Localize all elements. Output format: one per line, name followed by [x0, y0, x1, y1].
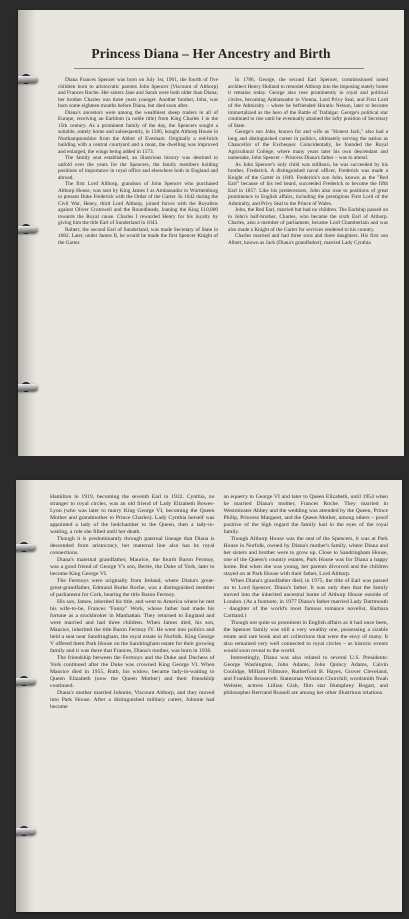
paragraph: Diana's maternal grandfather, Maurice, the fourth Baron Fermoy, was a good friend of George V's son, Bertie, the Duke of York, later to become King George VI. — [50, 557, 215, 577]
paragraph: an equerry to George VI and later to Queen Elizabeth, until 1954 when he married Diana's mother, Frances Roche. They married in Westminster Abbey and the wedding was attended by the Queen, Prince Philip, Princess Margaret, and the Queen Mother, among others – proof positive of the high regard the family had in the eyes of the royal family. — [223, 494, 388, 535]
paragraph: The friendship between the Fermoys and the Duke and Duchess of York continued after the Duke was crowned King George VI. When Maurice died in 1955, Ruth, his widow, became lady-in-waiting to Queen Elizabeth (now the Queen Mother) and their friendship continued. — [50, 655, 215, 689]
paragraph: Though it is predominantly through paternal lineage that Diana is descended from aristocracy, her maternal line also has its royal connections. — [50, 536, 215, 556]
binder-ring — [18, 226, 38, 233]
paragraph: Hamilton in 1919, becoming the seventh Earl in 1922. Cynthia, no stranger to royal circles, was an old friend of Lady Elizabeth Bowes-Lyon (who was later to marry King George VI, becoming the Queen Mother and grandmother to Prince Charles). Lady Cynthia herself was appointed a lady of the bedchamber to the Queen, then a lady-in-waiting, a role she filled until her death. — [50, 494, 215, 535]
paragraph: Diana Frances Spencer was born on July 1st, 1961, the fourth of five children born to aristocratic parents John Spencer (Viscount of Althorp) and Frances Roche. Her sisters Jane and Sarah were both older than Diana; her brother Charles was three years younger. Another brother, John, was born some eighteen months before Diana, but died soon after. — [58, 77, 218, 109]
column-left — [50, 494, 215, 711]
title-underline — [74, 68, 364, 69]
paragraph: Robert, the second Earl of Sunderland, was made Secretary of State in 1682. Later, under James II, he would be made the first Spencer Knight of the Garter. — [58, 226, 218, 246]
text-columns — [16, 480, 402, 711]
paragraph: The first Lord Althorp, grandson of John Spencer who purchased Althorp House, was sent by King James I as Ambassador to Wurttemburg to present Duke Frederick with the Order of the Garter. In 1642 during the Civil War, Henry, third Lord Althorp, joined forces with the Royalists against Oliver Cromwell and the Roundheads, loaning the King £10,000 towards the Royal cause. Charles I rewarded Henry for his loyalty by giving him the title Earl of Sunderland in 1643. — [58, 181, 218, 226]
paragraph: John, the Red Earl, married but had no children. The Earlship passed on to John's half-brother, Charles, who became the sixth Earl of Althorp. Charles, also a member of parliament, became Lord Chamberlain and was also made a Knight of the Garter for services rendered to his country. — [228, 207, 388, 233]
paragraph: Diana's mother married Johnnie, Viscount Althorp, and they moved into Park House. After a distinguished military career, Johnnie had become — [50, 690, 215, 710]
binder-ring — [16, 828, 36, 835]
page-divider-gap — [0, 456, 409, 480]
paragraph: Though Althorp House was the seat of the Spencers, it was at Park House in Norfolk, owned by Diana's mother's family, where Diana and her sisters and brother were to grow up. Close to Sandringham House, one of the Queen's country estates, Park House was for Diana a happy home. But when she was young, her parents divorced and the children stayed on at Park House with their father, Lord Althorp. — [223, 536, 388, 577]
column-right — [224, 494, 389, 711]
column-left — [58, 77, 218, 246]
paragraph: As John Spencer's only child was stillborn, he was succeeded by his brother, Frederick. A distinguished naval officer, Frederick was made a Knight of the Garter in 1849. Frederick's son John, known as the "Red Earl" because of his red beard, succeeded Frederick to become the fifth Earl in 1857. Like his predecessors, John also rose to positions of great prominence in English affairs, including the prestigious First Lord of the Admiralty, and Privy Seal to the Prince of Wales. — [228, 161, 388, 207]
paragraph: Charles married and had three sons and three daughters. His first son Albert, known as Jack (Diana's grandfather), married Lady Cynthia — [228, 233, 388, 246]
paragraph: Diana's ancestors were among the wealthiest sheep traders in all of Europe, receiving an Earldom (a noble title) from King Charles I in the 15th century. As a prominent family of the day, the Spencers sought a suitable, stately home and subsequently, in 1506, bought Althorp House in Northamptonshire from the Abbot of Evesham. Originally a red-brick building with a central courtyard and a moat, the dwelling was improved and enlarged, the wings being added in 1573. — [58, 109, 218, 155]
paragraph: Interestingly, Diana was also related to several U.S. Presidents: George Washington, John Adams, John Quincy Adams, Calvin Coolidge, Millard Fillmore, Rutherford B. Hayes, Grover Cleveland, and Franklin Roosevelt. Statesman Winston Churchill, wordsmith Noah Webster, actress Lillian Gish, film star Humphrey Bogart, and philosopher Bertrand Russell are among her other illustrious relations. — [223, 655, 388, 696]
binder-ring — [18, 384, 38, 391]
album-page-bottom — [16, 480, 402, 912]
paragraph: The Fermoys were originally from Ireland, where Diana's great-great-grandfather, Edmund Burke Roche, was a distinguished member of parliament for Cork, bearing the title Baron Fermoy. — [50, 578, 215, 598]
album-page-top — [18, 10, 404, 456]
paragraph: George's son John, known for and wife as "Honest Jack," also had a long and distinguished career in politics, ultimately serving the nation as Chancellor of the Exchequer. Coincidentally, he founded the Royal Agricultural College, where many years later his own descendant and namesake, John Spencer – Princess Diana's father – was to attend. — [228, 129, 388, 161]
paragraph: When Diana's grandfather died, in 1975, the title of Earl was passed on to Lord Spencer, Diana's father. It was only then that the family moved into the inherited ancestral home of Althorp House outside of London. (As a footnote, in 1977 Diana's father married Lady Dartmouth – daughter of the world's most famous romance novelist, Barbara Cartland.) — [223, 578, 388, 619]
paragraph: The family seat established, an illustrious history was destined to unfold over the years for the Spencers, the family members holding positions of importance in royal office and elsewhere both in England and abroad. — [58, 155, 218, 181]
paragraph: His son, James, inherited his title, and went to America where he met his wife-to-be, Frances "Fanny" Work, whose father had made his fortune as a stockbroker in Manhattan. They returned to England and were married and had three children. When James died, his son, Maurice, inherited the title Baron Fermoy IV. He went into politics and held a seat near Sandringham, the royal estate in Norfolk. King George V offered them Park House on the Sandringham estate for their growing family and it was there that Frances, Diana's mother, was born in 1936. — [50, 599, 215, 654]
text-columns — [18, 77, 404, 246]
paragraph: In 1786, George, the second Earl Spencer, commissioned noted architect Henry Holland to remodel Althorp into the imposing stately home it remains today. George also rose prominently in royal and political circles, becoming Ambassador to Vienna, Lord Privy Seal, and First Lord of the Admiralty – where he befriended Horatio Nelson, later to become immortalized as the hero of the Battle of Trafalgar. George's political star continued to rise until he eventually attained the lofty position of Secretary of State. — [228, 77, 388, 129]
article-title: Princess Diana – Her Ancestry and Birth — [91, 46, 331, 61]
paragraph: Though not quite so prominent in English affairs as it had once been, the Spencer family was still a very wealthy one, possessing a sizable estate and rare book and art collections that were the envy of many. It also remained very well connected to royal circles – as historic events would soon reveal to the world. — [223, 620, 388, 654]
binder-ring — [16, 678, 36, 685]
binder-ring — [16, 544, 36, 551]
column-right — [228, 77, 388, 246]
binder-ring — [18, 76, 38, 83]
